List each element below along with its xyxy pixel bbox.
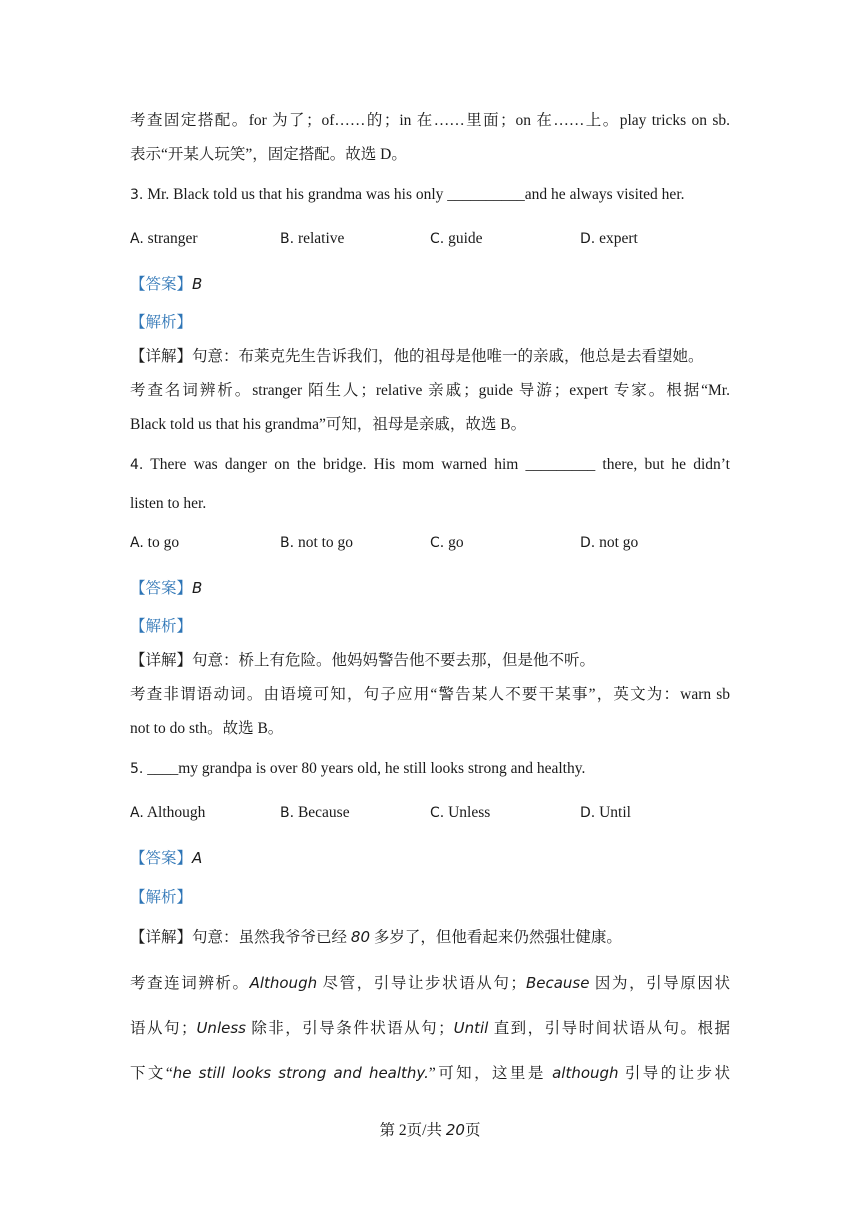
q3-option-b[interactable]: B. relative (280, 230, 345, 247)
question-4-number: 4. (130, 457, 144, 473)
question-4-stem-1: 4. There was danger on the bridge. His mom warned him _________ there, but he didn’t (130, 456, 730, 473)
question-4-options (130, 534, 730, 554)
answer-value: B (192, 275, 203, 293)
question-3-stem (130, 185, 730, 205)
q3-answer (130, 274, 730, 295)
intro-line-1: 考查固定搭配。for 为了；of……的；in 在……里面；on 在……上。play tricks on sb. (130, 112, 730, 129)
q4-option-a[interactable]: A. to go (130, 534, 180, 551)
q4-option-d[interactable]: D. not go (580, 534, 639, 551)
question-3-options (130, 230, 730, 250)
q5-option-d[interactable]: D. Until (580, 804, 631, 821)
q5-answer: 【答案】A (130, 849, 203, 867)
q5-option-a[interactable]: A. Although (130, 804, 206, 821)
q3-analysis-tag: 【解析】 (130, 314, 193, 331)
question-5-options (130, 804, 730, 824)
q4-detail-3: not to do sth。故选 B。 (130, 720, 284, 737)
q4-option-c[interactable]: C. go (430, 534, 464, 551)
q4-detail-2: 考查非谓语动词。由语境可知，句子应用“警告某人不要干某事”，英文为：warn sb (130, 686, 730, 703)
q4-option-b[interactable]: B. not to go (280, 534, 354, 551)
question-5-number: 5. (130, 761, 144, 777)
q4-detail-1: 【详解】句意：桥上有危险。他妈妈警告他不要去那，但是他不听。 (130, 652, 596, 669)
answer-tag: 【答案】 (130, 276, 193, 293)
q5-detail-2: 考查连词辨析。Although 尽管，引导让步状语从句；Because 因为，引导原因状 (130, 974, 730, 992)
q3-detail-1: 【详解】句意：布莱克先生告诉我们，他的祖母是他唯一的亲戚，他总是去看望她。 (130, 348, 704, 365)
question-5-stem: 5. ____my grandpa is over 80 years old, he still looks strong and healthy. (130, 760, 586, 777)
q5-detail-1: 【详解】句意：虽然我爷爷已经 80 多岁了，但他看起来仍然强壮健康。 (130, 928, 622, 946)
q4-analysis-tag: 【解析】 (130, 618, 193, 635)
q4-answer: 【答案】B (130, 579, 203, 597)
question-3-number: 3. (130, 187, 144, 203)
q5-option-c[interactable]: C. Unless (430, 804, 491, 821)
question-4-stem-2: listen to her. (130, 495, 207, 512)
question-3-text: Mr. Black told us that his grandma was his only __________and he always visited her. (147, 186, 685, 203)
q5-detail-3: 语从句；Unless 除非，引导条件状语从句；Until 直到，引导时间状语从句。根据 (130, 1019, 730, 1037)
q3-detail-2: 考查名词辨析。stranger 陌生人；relative 亲戚；guide 导游；expert 专家。根据“Mr. (130, 382, 730, 399)
q3-detail-3: Black told us that his grandma”可知，祖母是亲戚，故选 B。 (130, 416, 527, 433)
q5-analysis-tag: 【解析】 (130, 889, 193, 906)
q3-option-c[interactable]: C. guide (430, 230, 483, 247)
page-footer: 第 2页/共 20页 (379, 1121, 481, 1139)
q5-detail-4: 下文“he still looks strong and healthy.”可知，这里是 although 引导的让步状 (130, 1064, 730, 1082)
q3-option-a[interactable]: A. stranger (130, 230, 198, 247)
q3-option-d[interactable]: D. expert (580, 230, 638, 247)
intro-line-2: 表示“开某人玩笑”，固定搭配。故选 D。 (130, 146, 407, 163)
q5-option-b[interactable]: B. Because (280, 804, 350, 821)
total-page-number: 20 (445, 1121, 465, 1139)
current-page-number: 2 (398, 1122, 407, 1139)
